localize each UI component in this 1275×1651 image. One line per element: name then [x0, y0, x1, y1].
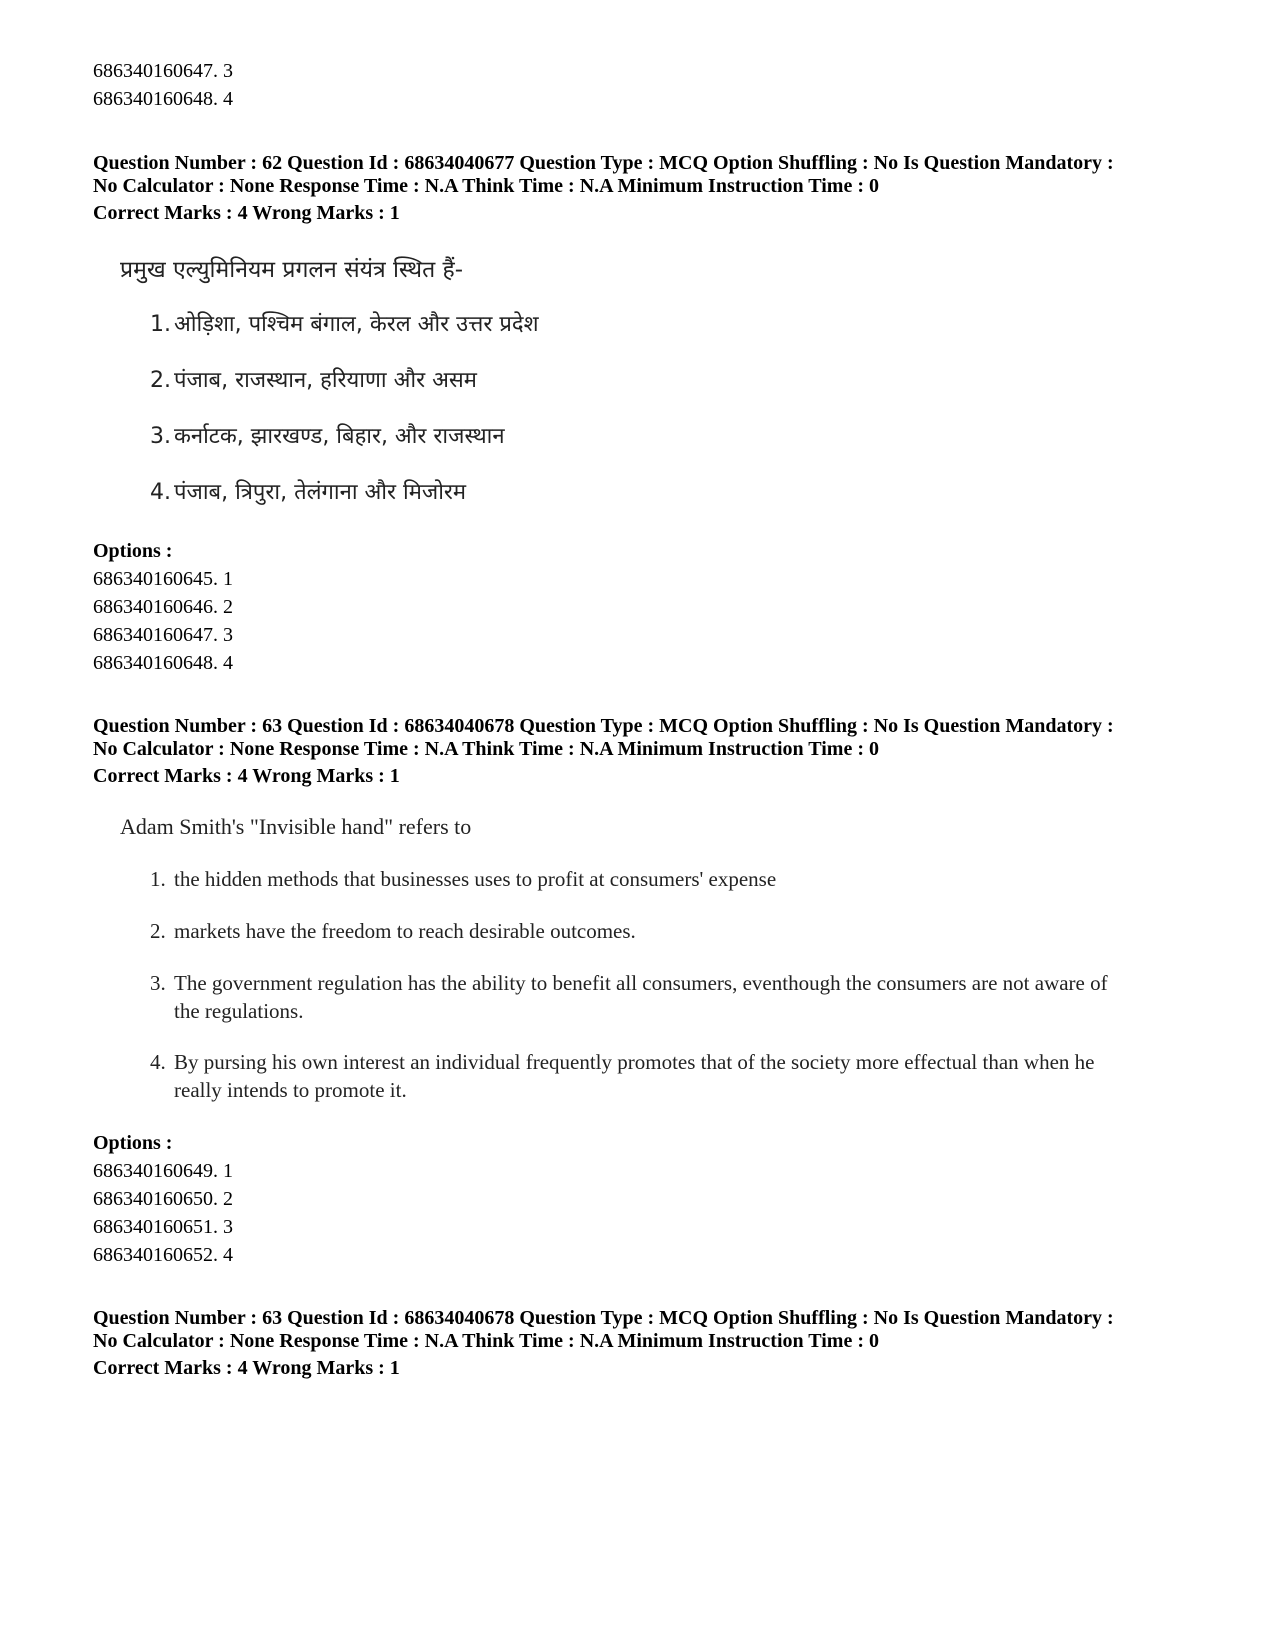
question-62-choice [150, 367, 1140, 395]
question-63-choice [150, 1048, 1140, 1104]
choice-number: 2. [150, 368, 171, 393]
option-id-line: 686340160649. 1 [93, 1160, 233, 1182]
question-63-header-line2: No Calculator : None Response Time : N.A Think Time : N.A Minimum Instruction Time : 0 [93, 738, 879, 760]
choice-text: पंजाब, राजस्थान, हरियाणा और असम [174, 368, 477, 393]
question-63-choice [150, 865, 1140, 893]
choice-text: ओड़िशा, पश्चिम बंगाल, केरल और उत्तर प्रदेश [174, 312, 539, 337]
option-id-line: 686340160647. 3 [93, 624, 233, 646]
question-62-stem: प्रमुख एल्युमिनियम प्रगलन संयंत्र स्थित हैं- [120, 257, 464, 283]
question-63-repeat-header-line2: No Calculator : None Response Time : N.A Think Time : N.A Minimum Instruction Time : 0 [93, 1330, 879, 1352]
question-62-marks: Correct Marks : 4 Wrong Marks : 1 [93, 202, 400, 224]
option-id-line: 686340160647. 3 [93, 60, 233, 82]
choice-text: कर्नाटक, झारखण्ड, बिहार, और राजस्थान [174, 424, 505, 449]
question-63-options-label: Options : [93, 1132, 173, 1154]
question-63-choice [150, 917, 1140, 945]
choice-number: 4. [150, 1050, 166, 1074]
choice-number: 1. [150, 312, 171, 337]
choice-number: 4. [150, 480, 171, 505]
choice-number: 3. [150, 424, 171, 449]
option-id-line: 686340160651. 3 [93, 1216, 233, 1238]
question-62-header-line1: Question Number : 62 Question Id : 68634040677 Question Type : MCQ Option Shuffling : No Is Question Mandatory : [93, 152, 1114, 174]
question-62-choice [150, 311, 1140, 339]
question-63-stem: Adam Smith's "Invisible hand" refers to [120, 814, 472, 839]
option-id-line: 686340160648. 4 [93, 88, 233, 110]
option-id-line: 686340160645. 1 [93, 568, 233, 590]
question-63-header-line1: Question Number : 63 Question Id : 68634040678 Question Type : MCQ Option Shuffling : No Is Question Mandatory : [93, 715, 1114, 737]
question-63-marks: Correct Marks : 4 Wrong Marks : 1 [93, 765, 400, 787]
choice-text: The government regulation has the ability to benefit all consumers, eventhough the consumers are not aware of the regulations. [174, 971, 1108, 1023]
question-63-repeat-marks: Correct Marks : 4 Wrong Marks : 1 [93, 1357, 400, 1379]
choice-text: markets have the freedom to reach desirable outcomes. [174, 919, 636, 943]
choice-number: 3. [150, 971, 166, 995]
question-62-header-line2: No Calculator : None Response Time : N.A Think Time : N.A Minimum Instruction Time : 0 [93, 175, 879, 197]
option-id-line: 686340160646. 2 [93, 596, 233, 618]
choice-text: the hidden methods that businesses uses to profit at consumers' expense [174, 867, 777, 891]
question-62-choice [150, 479, 1140, 507]
choice-number: 2. [150, 919, 166, 943]
choice-text: पंजाब, त्रिपुरा, तेलंगाना और मिजोरम [174, 480, 467, 505]
choice-number: 1. [150, 867, 166, 891]
question-62-options-label: Options : [93, 540, 173, 562]
question-63-choice [150, 969, 1140, 1025]
option-id-line: 686340160650. 2 [93, 1188, 233, 1210]
option-id-line: 686340160652. 4 [93, 1244, 233, 1266]
question-62-choice [150, 423, 1140, 451]
choice-text: By pursing his own interest an individual frequently promotes that of the society more effectual than when he really intends to promote it. [174, 1050, 1095, 1102]
question-63-repeat-header-line1: Question Number : 63 Question Id : 68634040678 Question Type : MCQ Option Shuffling : No Is Question Mandatory : [93, 1307, 1114, 1329]
option-id-line: 686340160648. 4 [93, 652, 233, 674]
